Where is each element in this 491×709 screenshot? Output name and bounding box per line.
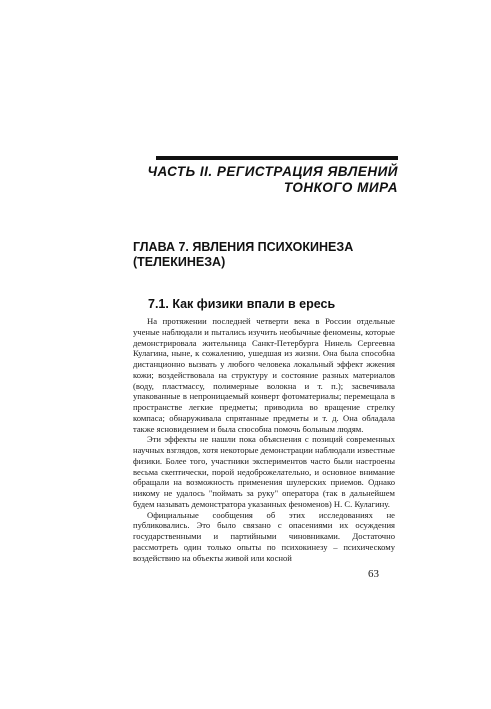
- paragraph-2: Эти эффекты не нашли пока объяснения с позиций современных научных взглядов, хотя некоторые демонстрации наблюдали известные физики. Более того, участники экспериментов часто были настроены весьма скептически, порой недоброжелательно, и основное внимание обращали на возможность применения шулерских приемов. Однако никому не удалось "поймать за руку" оператора (так в дальнейшем будем называть демонстратора указанных феноменов) Н. С. Кулагину.: [133, 434, 395, 509]
- paragraph-1: На протяжении последней четверти века в России отдельные ученые наблюдали и пытались изучить необычные феномены, которые демонстрировала жительница Санкт-Петербурга Нинель Сергеевна Кулагина, ныне, к сожалению, ушедшая из жизни. Она была способна дистанционно вызвать у любого человека локальный эффект жжения кожи; воздействовала на структуру и состояние разных материалов (воду, пластмассу, полимерные волокна и т. п.); засвечивала упакованные в непроницаемый конверт фотоматериалы; перемещала в пространстве легкие предметы; приводила во вращение стрелку компаса; обнаруживала спрятанные предметы и т. д. Она обладала также ясновидением и была способна помочь больным людям.: [133, 316, 395, 434]
- part-header-rule: [156, 156, 398, 160]
- paragraph-3: Официальные сообщения об этих исследованиях не публиковались. Это было связано с опасениями их осуждения государственными и партийными чиновниками. Достаточно рассмотреть один только опыты по психокинезу – психическому воздействию на объекты живой или косной: [133, 509, 395, 563]
- chapter-title-line-2: (ТЕЛЕКИНЕЗА): [133, 255, 226, 269]
- part-title-line-2: ТОНКОГО МИРА: [283, 180, 398, 195]
- section-title: 7.1. Как физики впали в ересь: [148, 297, 336, 311]
- part-title-line-1: ЧАСТЬ II. РЕГИСТРАЦИЯ ЯВЛЕНИЙ: [147, 164, 398, 179]
- chapter-title-line-1: ГЛАВА 7. ЯВЛЕНИЯ ПСИХОКИНЕЗА: [133, 240, 354, 254]
- page-number: 63: [368, 568, 379, 580]
- body-text: [133, 316, 395, 563]
- chapter-title: [133, 240, 393, 270]
- part-title: [148, 164, 399, 196]
